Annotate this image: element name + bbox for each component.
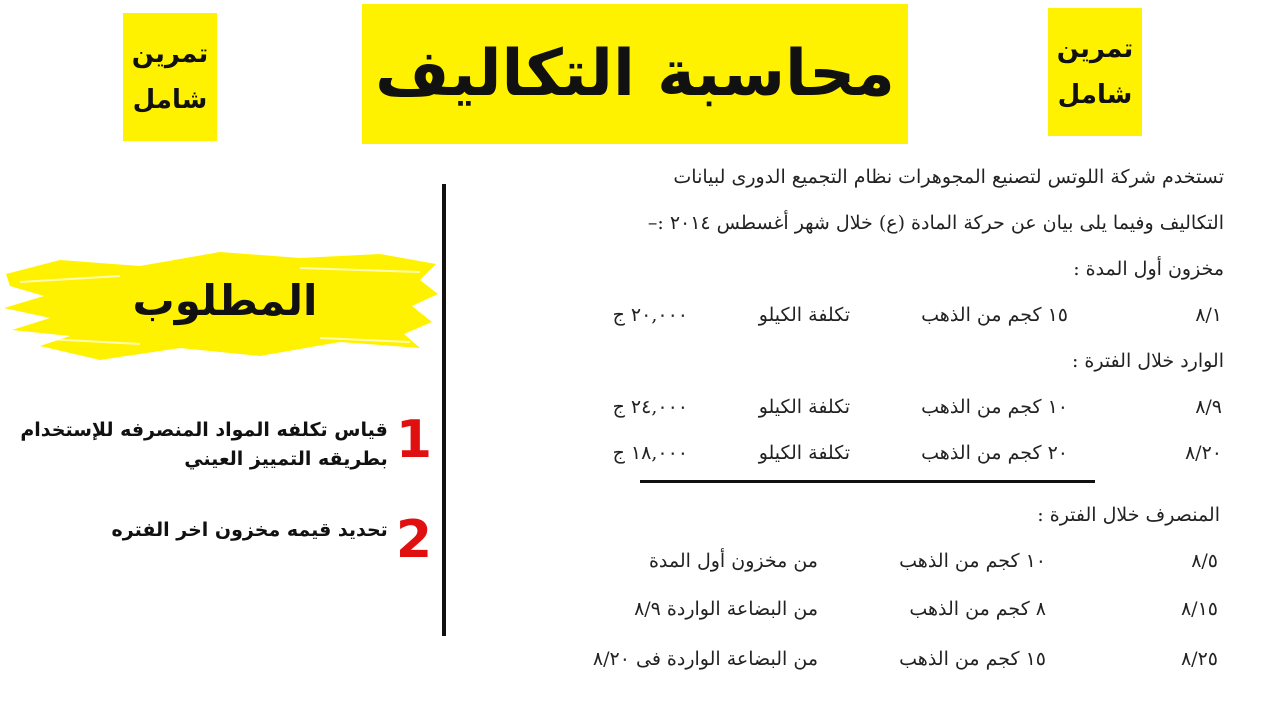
issued-row-1-source: من مخزون أول المدة (648, 550, 818, 572)
issued-row-1-qty: ١٠ كجم من الذهب (899, 550, 1046, 572)
opening-row-date: ٨/١ (1195, 304, 1222, 326)
issued-row-3-date: ٨/٢٥ (1180, 648, 1218, 670)
required-item-1-text (20, 412, 387, 474)
received-row-1-qty: ١٠ كجم من الذهب (921, 396, 1068, 418)
tag-left-line2: شامل (132, 85, 208, 115)
separator-line (640, 480, 1095, 483)
received-header: الوارد خلال الفترة : (1071, 350, 1224, 372)
tag-left-line1: تمرين (131, 39, 209, 69)
received-row-2-amount: ١٨,٠٠٠ ج (612, 442, 688, 464)
required-heading: المطلوب (132, 276, 318, 325)
page-title-text: محاسبة التكاليف (375, 37, 895, 111)
opening-row-qty: ١٥ كجم من الذهب (921, 304, 1068, 326)
opening-row-amount: ٢٠,٠٠٠ ج (612, 304, 688, 326)
issued-row-3-qty: ١٥ كجم من الذهب (899, 648, 1046, 670)
issued-row-3-source: من البضاعة الواردة فى ٨/٢٠ (592, 648, 818, 670)
issued-row-2-date: ٨/١٥ (1180, 598, 1218, 620)
received-row-1-label: تكلفة الكيلو (758, 396, 850, 418)
tag-right-line1: تمرين (1056, 34, 1134, 64)
required-item-1-line1: قياس تكلفه المواد المنصرفه للإستخدام (20, 419, 388, 441)
issued-row-1-date: ٨/٥ (1191, 550, 1218, 572)
issued-row-2-source: من البضاعة الواردة ٨/٩ (634, 598, 818, 620)
received-row-2-date: ٨/٢٠ (1184, 442, 1222, 464)
required-item-2-line1: تحديد قيمه مخزون اخر الفتره (111, 519, 388, 541)
required-item-2 (112, 512, 432, 568)
received-row-1-date: ٨/٩ (1195, 396, 1222, 418)
intro-line-1: تستخدم شركة اللوتس لتصنيع المجوهرات نظام التجميع الدورى لبيانات (673, 166, 1224, 188)
opening-row-label: تكلفة الكيلو (758, 304, 850, 326)
required-item-2-text (112, 512, 388, 545)
required-item-1 (20, 412, 432, 474)
opening-header: مخزون أول المدة : (1073, 258, 1224, 280)
issued-header: المنصرف خلال الفترة : (1037, 504, 1220, 526)
tag-right (1048, 8, 1142, 136)
item-number-2: 2 (395, 510, 432, 570)
vertical-divider (442, 184, 446, 636)
tag-left (123, 13, 217, 141)
received-row-2-label: تكلفة الكيلو (758, 442, 850, 464)
required-item-1-line2: بطريقه التمييز العيني (184, 448, 388, 470)
received-row-1-amount: ٢٤,٠٠٠ ج (612, 396, 688, 418)
page-title (362, 4, 908, 144)
issued-row-2-qty: ٨ كجم من الذهب (909, 598, 1046, 620)
item-number-1: 1 (395, 410, 432, 470)
received-row-2-qty: ٢٠ كجم من الذهب (921, 442, 1068, 464)
intro-line-2: التكاليف وفيما يلى بيان عن حركة المادة (ع) خلال شهر أغسطس ٢٠١٤ :– (647, 212, 1224, 234)
tag-right-line2: شامل (1057, 80, 1133, 110)
